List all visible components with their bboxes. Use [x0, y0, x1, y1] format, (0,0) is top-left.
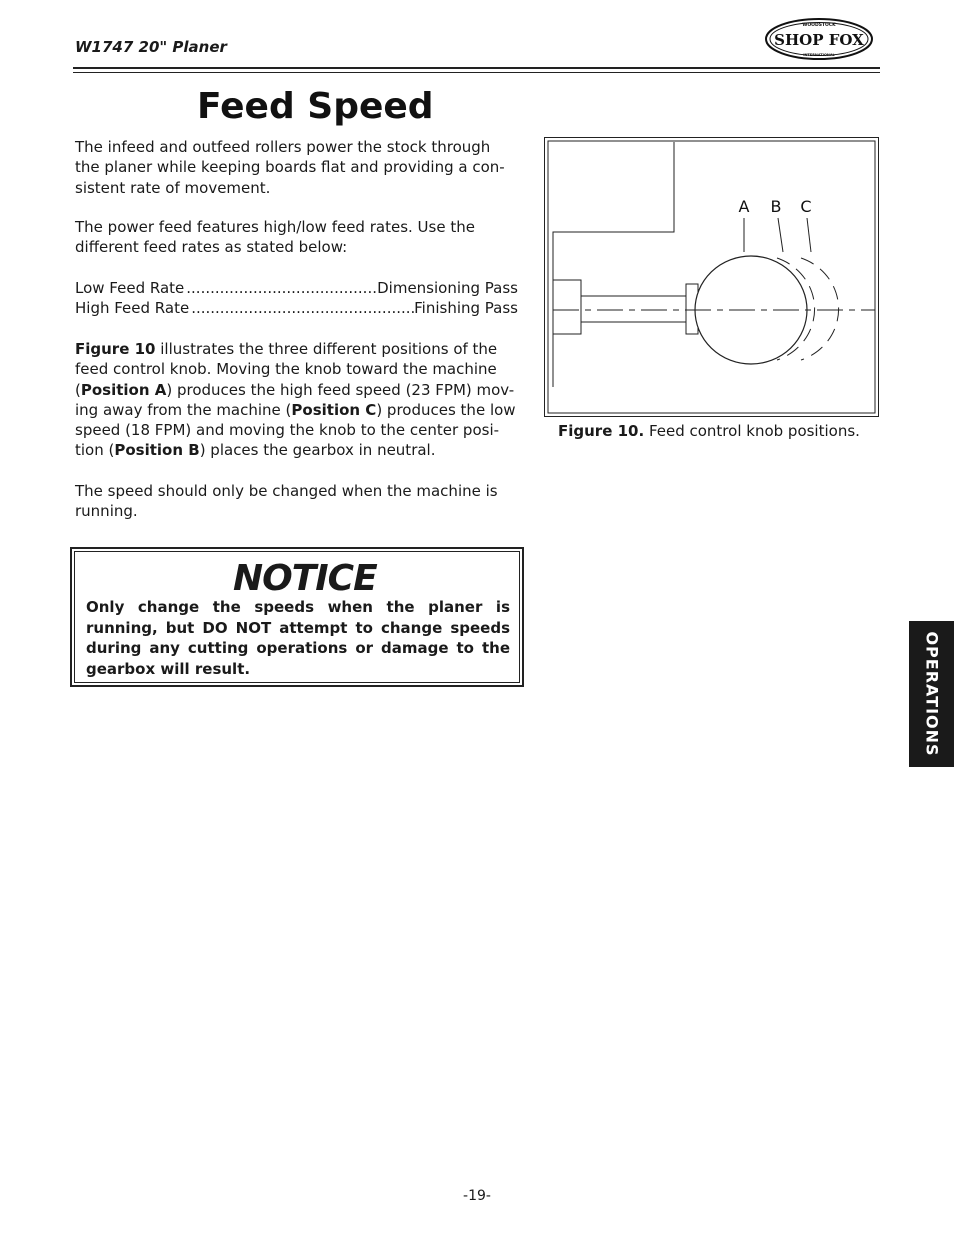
header-rule-thick [73, 67, 880, 69]
rate-label: Low Feed Rate [75, 279, 185, 297]
low-feed-rate-row [75, 278, 518, 298]
label-position-c: C [800, 197, 812, 216]
knob-positions-paragraph [75, 339, 519, 461]
intro-paragraph: The infeed and outfeed rollers power the stock through the planer while keeping boards flat and providing a con- sistent rate of movement. [75, 138, 505, 197]
figure-10-frame [544, 137, 879, 417]
rate-value: Dimensioning Pass [377, 279, 518, 297]
section-title: Feed Speed [197, 86, 434, 127]
logo-bottom-text: INTERNATIONAL [803, 53, 835, 57]
rate-value: Finishing Pass [414, 299, 518, 317]
notice-inner-frame [74, 551, 520, 683]
text-run: ) produces the low speed (18 FPM) and moving the knob to the center posi- tion ( [75, 400, 516, 460]
dot-leader [189, 298, 414, 318]
rate-label: High Feed Rate [75, 299, 190, 317]
text-run: illustrates the three different positions of the feed control knob. Moving the knob toward the machine ( [75, 340, 498, 399]
shop-fox-logo [764, 14, 874, 64]
notice-box [70, 547, 524, 687]
figure-ref: Figure 10 [75, 340, 156, 358]
manual-model-title: W1747 20" Planer [75, 38, 227, 56]
position-b-ref: Position B [114, 441, 200, 460]
figure-caption [558, 422, 860, 440]
caption-label: Figure 10. [558, 422, 645, 440]
label-position-a: A [738, 197, 750, 216]
side-tab-label: OPERATIONS [922, 631, 941, 757]
high-feed-rate-row [75, 298, 518, 318]
dot-leader [184, 278, 377, 298]
position-c-ref: Position C [291, 400, 377, 419]
position-a-ref: Position A [80, 380, 167, 399]
logo-top-text: WOODSTOCK [802, 23, 836, 28]
text-run: ) produces the high feed speed (23 FPM) mov- ing away from the machine ( [75, 380, 515, 419]
header-rule-thin [73, 72, 880, 73]
feed-knob-diagram [545, 138, 878, 416]
operations-side-tab [909, 621, 954, 767]
speed-change-paragraph: The speed should only be changed when the machine is running. [75, 482, 498, 521]
notice-text: Only change the speeds when the planer is running, but DO NOT attempt to change speeds during any cutting operations or damage to the gearbox will result. [86, 598, 510, 678]
label-position-b: B [770, 197, 782, 216]
text-run: ) places the gearbox in neutral. [199, 441, 436, 460]
page-number: -19- [463, 1188, 491, 1204]
feed-rates-paragraph: The power feed features high/low feed rates. Use the different feed rates as stated below: [75, 218, 475, 257]
caption-text: Feed control knob positions. [644, 422, 860, 440]
notice-title: NOTICE [233, 558, 377, 599]
logo-main-text: SHOP FOX [774, 31, 864, 49]
